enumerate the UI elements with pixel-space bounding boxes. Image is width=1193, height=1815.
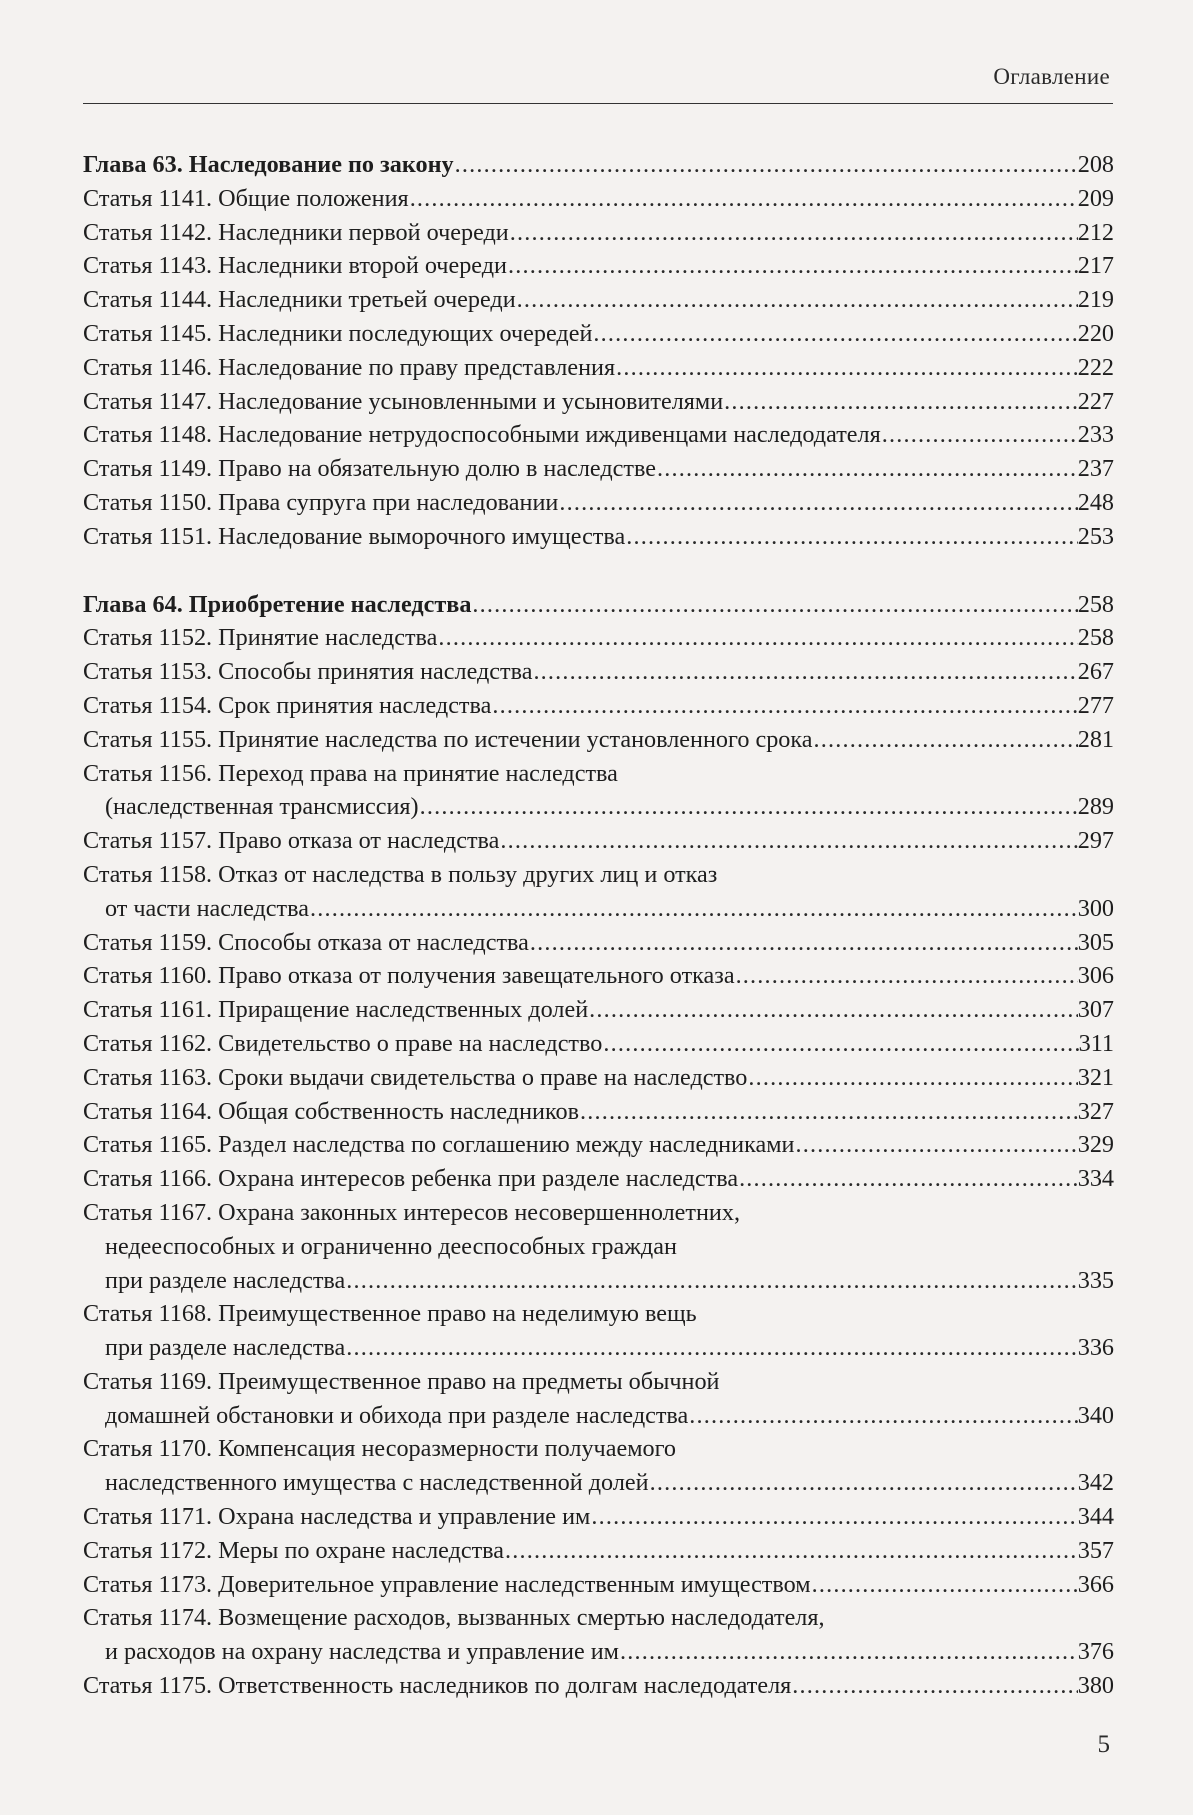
toc-entry-title: Статья 1167. Охрана законных интересов несовершеннолетних, <box>83 1198 741 1226</box>
toc-page-number: 334 <box>1077 1165 1114 1193</box>
toc-article-entry <box>83 993 1114 1027</box>
dot-leader <box>794 1128 1077 1162</box>
toc-article-entry <box>83 452 1114 486</box>
toc-entry-line <box>83 249 1114 283</box>
toc-entry-line <box>83 1095 1114 1129</box>
header-rule <box>83 103 1113 104</box>
toc-entry-title: Статья 1150. Права супруга при наследовании <box>83 488 559 516</box>
toc-page-number: 357 <box>1077 1536 1114 1564</box>
toc-article-entry <box>83 1432 1114 1500</box>
dot-leader <box>532 655 1077 689</box>
toc-entry-line <box>83 486 1114 520</box>
toc-entry-line <box>83 283 1114 317</box>
toc-entry-title: Статья 1175. Ответственность наследников по долгам наследодателя <box>83 1672 792 1700</box>
toc-entry-title: Глава 63. Наследование по закону <box>83 151 454 178</box>
toc-page-number: 212 <box>1077 218 1114 246</box>
dot-leader <box>579 1095 1078 1129</box>
dot-leader <box>590 1500 1077 1534</box>
toc-entry-title: Статья 1145. Наследники последующих очередей <box>83 319 593 347</box>
toc-entry-line <box>83 385 1114 419</box>
dot-leader <box>454 148 1078 182</box>
toc-entry-line <box>83 790 1114 824</box>
toc-entry-line <box>83 1635 1114 1669</box>
dot-leader <box>499 824 1077 858</box>
toc-article-entry <box>83 1061 1114 1095</box>
toc-entry-title: и расходов на охрану наследства и управление им <box>105 1638 619 1666</box>
toc-article-entry <box>83 486 1114 520</box>
toc-chapter-entry <box>83 588 1114 622</box>
dot-leader <box>615 351 1078 385</box>
toc-article-entry <box>83 283 1114 317</box>
toc-article-entry <box>83 1095 1114 1129</box>
toc-entry-title: Статья 1163. Сроки выдачи свидетельства о праве на наследство <box>83 1063 748 1091</box>
toc-entry-line <box>83 689 1114 723</box>
toc-entry-line <box>83 1399 1114 1433</box>
toc-entry-line <box>83 182 1114 216</box>
toc-article-entry <box>83 757 1114 825</box>
toc-entry-line <box>83 1027 1114 1061</box>
toc-entry-title: Статья 1147. Наследование усыновленными и усыновителями <box>83 387 724 415</box>
dot-leader <box>588 993 1078 1027</box>
toc-article-entry <box>83 723 1114 757</box>
toc-page-number: 222 <box>1077 353 1114 381</box>
toc-entry-line <box>83 926 1114 960</box>
toc-entry-title: наследственного имущества с наследственной долей <box>105 1469 649 1497</box>
toc-article-entry <box>83 621 1114 655</box>
toc-entry-line <box>83 858 1114 892</box>
dot-leader <box>738 1162 1078 1196</box>
toc-page-number: 335 <box>1077 1266 1114 1294</box>
toc-entry-title: Статья 1153. Способы принятия наследства <box>83 658 533 686</box>
toc-entry-line <box>83 351 1114 385</box>
toc-article-entry <box>83 858 1114 926</box>
toc-entry-title: Статья 1162. Свидетельство о праве на наследство <box>83 1029 603 1057</box>
dot-leader <box>504 1534 1078 1568</box>
toc-entry-title: Статья 1146. Наследование по праву представления <box>83 353 616 381</box>
toc-entry-title: Статья 1172. Меры по охране наследства <box>83 1536 505 1564</box>
toc-article-entry <box>83 1162 1114 1196</box>
toc-page-number: 336 <box>1077 1334 1114 1362</box>
toc-article-entry <box>83 418 1114 452</box>
toc-entry-title: Статья 1155. Принятие наследства по истечении установленного срока <box>83 725 813 753</box>
toc-page-number: 305 <box>1077 928 1114 956</box>
toc-entry-title: Статья 1161. Приращение наследственных долей <box>83 996 589 1024</box>
toc-page-number: 267 <box>1077 658 1114 686</box>
toc-entry-line <box>83 1230 1114 1264</box>
toc-entry-line <box>83 1297 1114 1331</box>
dot-leader <box>309 892 1078 926</box>
toc-page-number: 376 <box>1077 1638 1114 1666</box>
dot-leader <box>688 1399 1077 1433</box>
toc-entry-title: Статья 1151. Наследование выморочного имущества <box>83 522 626 550</box>
toc-chapter-entry <box>83 148 1114 182</box>
dot-leader <box>747 1061 1077 1095</box>
toc-entry-title: от части наследства <box>105 894 309 922</box>
toc-entry-line <box>83 621 1114 655</box>
toc-entry-line <box>83 959 1114 993</box>
toc-article-entry <box>83 385 1114 419</box>
toc-entry-title: Статья 1174. Возмещение расходов, вызванных смертью наследодателя, <box>83 1604 825 1632</box>
toc-page-number: 253 <box>1077 522 1114 550</box>
toc-entry-title: Статья 1141. Общие положения <box>83 184 409 212</box>
toc-article-entry <box>83 1196 1114 1297</box>
toc-page-number: 342 <box>1077 1469 1114 1497</box>
dot-leader <box>723 385 1078 419</box>
dot-leader <box>419 790 1078 824</box>
toc-entry-line <box>83 1365 1114 1399</box>
dot-leader <box>735 959 1078 993</box>
toc-page-number: 277 <box>1077 691 1114 719</box>
toc-entry-title: Статья 1144. Наследники третьей очереди <box>83 286 516 314</box>
dot-leader <box>811 1568 1078 1602</box>
toc-page-number: 311 <box>1078 1029 1114 1057</box>
toc-page-number: 220 <box>1077 319 1114 347</box>
toc-entry-title: Статья 1143. Наследники второй очереди <box>83 252 507 280</box>
toc-entry-title: Статья 1170. Компенсация несоразмерности получаемого <box>83 1435 677 1463</box>
toc-entry-title: Статья 1169. Преимущественное право на предметы обычной <box>83 1367 720 1395</box>
toc-entry-title: Статья 1152. Принятие наследства <box>83 624 438 652</box>
toc-article-entry <box>83 1027 1114 1061</box>
toc-page-number: 233 <box>1077 421 1114 449</box>
toc-page-number: 329 <box>1077 1131 1114 1159</box>
toc-entry-line <box>83 993 1114 1027</box>
toc-entry-line <box>83 418 1114 452</box>
toc-article-entry <box>83 959 1114 993</box>
toc-page-number: 258 <box>1077 624 1114 652</box>
toc-page-number: 248 <box>1077 488 1114 516</box>
toc-page-number: 209 <box>1077 184 1114 212</box>
toc-entry-line <box>83 520 1114 554</box>
toc-page-number: 227 <box>1077 387 1114 415</box>
toc-entry-line <box>83 1128 1114 1162</box>
toc-article-entry <box>83 1365 1114 1433</box>
toc-entry-line <box>83 1196 1114 1230</box>
toc-page-number: 344 <box>1077 1503 1114 1531</box>
toc-entry-title: Статья 1156. Переход права на принятие наследства <box>83 759 618 787</box>
toc-entry-title: при разделе наследства <box>105 1334 346 1362</box>
toc-entry-title: при разделе наследства <box>105 1266 346 1294</box>
toc-entry-line <box>83 452 1114 486</box>
toc-entry-title: Статья 1157. Право отказа от наследства <box>83 827 500 855</box>
toc-entry-line <box>83 655 1114 689</box>
toc-entry-title: Статья 1160. Право отказа от получения завещательного отказа <box>83 962 735 990</box>
toc-entry-title: домашней обстановки и обихода при разделе наследства <box>105 1401 689 1429</box>
toc-entry-line <box>83 723 1114 757</box>
toc-entry-title: Статья 1159. Способы отказа от наследства <box>83 928 529 956</box>
toc-entry-line <box>83 317 1114 351</box>
toc-page-number: 300 <box>1077 894 1114 922</box>
toc-article-entry <box>83 655 1114 689</box>
toc-entry-title: (наследственная трансмиссия) <box>105 793 419 821</box>
toc-page-number: 321 <box>1077 1063 1114 1091</box>
toc-article-entry <box>83 520 1114 554</box>
dot-leader <box>649 1466 1078 1500</box>
toc-entry-line <box>83 1331 1114 1365</box>
toc-entry-line <box>83 1500 1114 1534</box>
toc-entry-title: Статья 1171. Охрана наследства и управление им <box>83 1503 591 1531</box>
toc-page-number: 366 <box>1077 1570 1114 1598</box>
toc-page-number: 237 <box>1077 455 1114 483</box>
toc-page-number: 208 <box>1077 151 1114 178</box>
toc-article-entry <box>83 689 1114 723</box>
toc-article-entry <box>83 1500 1114 1534</box>
dot-leader <box>529 926 1078 960</box>
toc-article-entry <box>83 249 1114 283</box>
toc-page-number: 258 <box>1077 590 1114 618</box>
dot-leader <box>516 283 1078 317</box>
dot-leader <box>602 1027 1078 1061</box>
dot-leader <box>558 486 1077 520</box>
toc-article-entry <box>83 1601 1114 1669</box>
toc-article-entry <box>83 216 1114 250</box>
toc-article-entry <box>83 1568 1114 1602</box>
toc-entry-line <box>83 1601 1114 1635</box>
dot-leader <box>881 418 1078 452</box>
toc-article-entry <box>83 1534 1114 1568</box>
toc-article-entry <box>83 317 1114 351</box>
toc-article-entry <box>83 182 1114 216</box>
toc-page-number: 307 <box>1077 996 1114 1024</box>
toc-entry-line <box>83 588 1114 622</box>
toc-page-number: 289 <box>1077 793 1114 821</box>
dot-leader <box>791 1669 1077 1703</box>
toc-entry-title: Статья 1158. Отказ от наследства в пользу других лиц и отказ <box>83 860 718 888</box>
toc-entry-title: Статья 1154. Срок принятия наследства <box>83 691 492 719</box>
toc-entry-line <box>83 1061 1114 1095</box>
dot-leader <box>471 588 1077 622</box>
toc-page-number: 327 <box>1077 1097 1114 1125</box>
dot-leader <box>409 182 1078 216</box>
toc-entry-line <box>83 1669 1114 1703</box>
toc-entry-title: Статья 1168. Преимущественное право на неделимую вещь <box>83 1300 697 1328</box>
toc-entry-title: Статья 1142. Наследники первой очереди <box>83 218 509 246</box>
toc-page-number: 340 <box>1077 1401 1114 1429</box>
dot-leader <box>656 452 1078 486</box>
toc-article-entry <box>83 1297 1114 1365</box>
toc-article-entry <box>83 824 1114 858</box>
toc-entry-title: Статья 1166. Охрана интересов ребенка при разделе наследства <box>83 1165 739 1193</box>
toc-page-number: 219 <box>1077 286 1114 314</box>
dot-leader <box>437 621 1077 655</box>
toc-page-number: 297 <box>1077 827 1114 855</box>
toc-page-number: 217 <box>1077 252 1114 280</box>
toc-article-entry <box>83 1669 1114 1703</box>
toc-entry-title: Статья 1164. Общая собственность наследников <box>83 1097 579 1125</box>
toc-entry-line <box>83 1162 1114 1196</box>
toc-entry-line <box>83 1466 1114 1500</box>
table-of-contents <box>83 148 1114 1703</box>
running-title: Оглавление <box>993 64 1110 89</box>
toc-page-number: 281 <box>1077 725 1114 753</box>
toc-entry-title: недееспособных и ограниченно дееспособных граждан <box>105 1232 677 1260</box>
toc-entry-title: Статья 1149. Право на обязательную долю в наследстве <box>83 455 656 483</box>
dot-leader <box>813 723 1078 757</box>
toc-entry-line <box>83 1432 1114 1466</box>
toc-page-number: 306 <box>1077 962 1114 990</box>
toc-page-number: 380 <box>1077 1672 1114 1700</box>
toc-article-entry <box>83 1128 1114 1162</box>
toc-entry-line <box>83 1264 1114 1298</box>
dot-leader <box>619 1635 1078 1669</box>
toc-entry-title: Статья 1148. Наследование нетрудоспособными иждивенцами наследодателя <box>83 421 881 449</box>
toc-article-entry <box>83 926 1114 960</box>
toc-article-entry <box>83 351 1114 385</box>
toc-entry-line <box>83 824 1114 858</box>
toc-entry-line <box>83 216 1114 250</box>
toc-entry-title: Статья 1165. Раздел наследства по соглашению между наследниками <box>83 1131 795 1159</box>
toc-entry-line <box>83 1568 1114 1602</box>
dot-leader <box>625 520 1078 554</box>
page-number: 5 <box>1097 1731 1110 1758</box>
dot-leader <box>345 1331 1077 1365</box>
toc-entry-line <box>83 1534 1114 1568</box>
dot-leader <box>509 216 1078 250</box>
toc-entry-line <box>83 148 1114 182</box>
dot-leader <box>592 317 1077 351</box>
toc-entry-line <box>83 892 1114 926</box>
dot-leader <box>345 1264 1077 1298</box>
dot-leader <box>491 689 1077 723</box>
toc-entry-line <box>83 757 1114 791</box>
dot-leader <box>507 249 1078 283</box>
toc-entry-title: Статья 1173. Доверительное управление наследственным имуществом <box>83 1570 811 1598</box>
toc-entry-title: Глава 64. Приобретение наследства <box>83 590 472 618</box>
